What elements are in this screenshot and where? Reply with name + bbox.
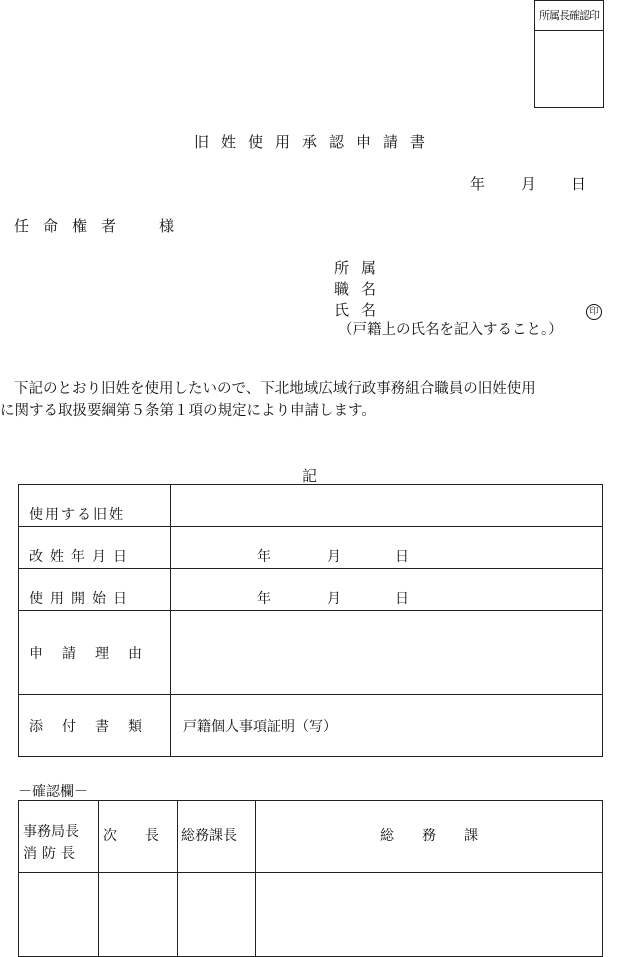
start-date-label: 使用開始日 (19, 569, 171, 611)
document-title: 旧姓使用承認申請書 (193, 133, 437, 151)
position-label: 職名 (334, 280, 389, 298)
request-body-line-1: 下記のとおり旧姓を使用したいので、下北地域広域行政事務組合職員の旧姓使用 (14, 381, 536, 397)
form-row-start-date (19, 569, 603, 611)
name-change-month: 月 (327, 549, 341, 565)
maiden-name-field[interactable] (171, 485, 603, 527)
ki-heading: 記 (301, 467, 317, 485)
start-month: 月 (327, 591, 341, 607)
attachments-label: 添付書類 (19, 695, 171, 757)
director-column-header (19, 801, 99, 873)
start-year: 年 (257, 591, 271, 607)
start-day: 日 (395, 591, 409, 607)
general-affairs-section-column-header: 総 務 課 (256, 801, 603, 873)
attachments-value: 戸籍個人事項証明（写） (171, 695, 603, 757)
deputy-column-header: 次 長 (99, 801, 178, 873)
name-note: （戸籍上の氏名を記入すること。） (338, 322, 563, 338)
confirmation-stamp-row (19, 873, 603, 957)
application-form-table (18, 484, 603, 757)
form-row-maiden-name (19, 485, 603, 527)
name-change-day: 日 (395, 549, 409, 565)
name-change-year: 年 (257, 549, 271, 565)
deputy-stamp-cell[interactable] (99, 873, 178, 957)
director-label-line-2: 消防長 (23, 846, 80, 862)
confirmation-table (18, 800, 603, 957)
reason-field[interactable] (171, 611, 603, 695)
date-year-label: 年 (470, 175, 486, 193)
date-month-label: 月 (521, 175, 537, 193)
supervisor-stamp-box (534, 0, 604, 108)
maiden-name-label: 使用する旧姓 (19, 485, 171, 527)
affiliation-label: 所属 (334, 259, 389, 277)
general-affairs-section-stamp-cell[interactable] (256, 873, 603, 957)
supervisor-stamp-label: 所属長確認印 (535, 1, 603, 31)
director-stamp-cell[interactable] (19, 873, 99, 957)
director-label-line-1: 事務局長 (23, 824, 79, 840)
date-day-label: 日 (571, 175, 587, 193)
name-label: 氏名 (334, 301, 389, 319)
seal-mark-icon: 印 (586, 304, 602, 320)
reason-label: 申請理由 (19, 611, 171, 695)
start-date-field[interactable] (171, 569, 603, 611)
form-row-name-change-date (19, 527, 603, 569)
form-row-reason (19, 611, 603, 695)
request-body-line-2: に関する取扱要綱第５条第１項の規定により申請します。 (0, 403, 376, 419)
general-affairs-chief-column-header: 総務課長 (178, 801, 256, 873)
addressee: 任命権者 様 (14, 217, 189, 235)
form-row-attachments (19, 695, 603, 757)
confirmation-header-row (19, 801, 603, 873)
general-affairs-chief-stamp-cell[interactable] (178, 873, 256, 957)
name-change-date-label: 改姓年月日 (19, 527, 171, 569)
name-change-date-field[interactable] (171, 527, 603, 569)
confirmation-header: －確認欄－ (18, 784, 88, 800)
